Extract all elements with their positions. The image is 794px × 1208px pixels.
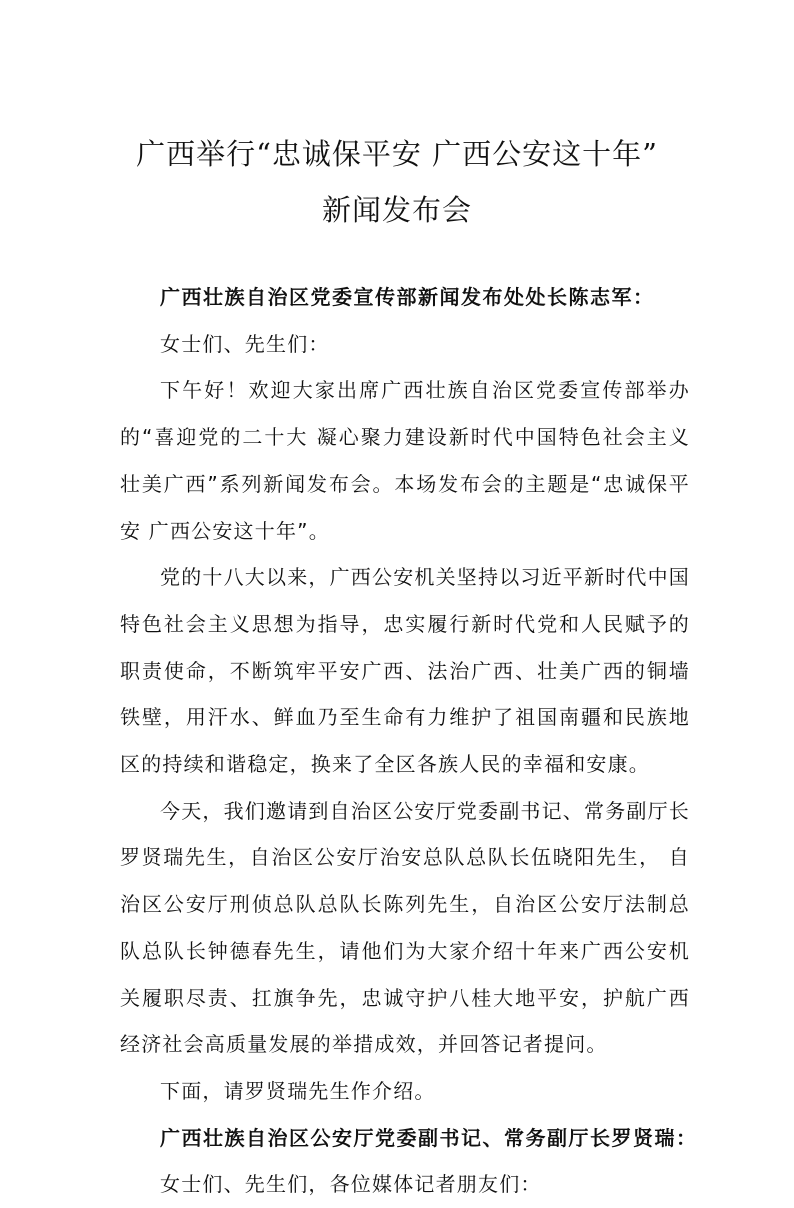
paragraph: 下面，请罗贤瑞先生作介绍。 <box>160 1078 436 1103</box>
document-body <box>120 274 698 1208</box>
speaker-heading: 广西壮族自治区党委宣传部新闻发布处处长陈志军： <box>160 285 655 309</box>
document-title-line-2: 新闻发布会 <box>321 193 472 227</box>
paragraph: 下午好！欢迎大家出席广西壮族自治区党委宣传部举办的“喜迎党的二十大 凝心聚力建设新时代中国特色社会主义壮美广西”系列新闻发布会。本场发布会的主题是“忠诚保平安 广西公安这十年”。 <box>120 378 690 543</box>
speaker-heading: 广西壮族自治区公安厅党委副书记、常务副厅长罗贤瑞： <box>160 1125 698 1150</box>
paragraph: 今天，我们邀请到自治区公安厅党委副书记、常务副厅长罗贤瑞先生，自治区公安厅治安总队总队长伍晓阳先生， 自治区公安厅刑侦总队总队长陈列先生，自治区公安厅法制总队总队长钟德春先生，请他们为大家介绍十年来广西公安机关履职尽责、扛旗争先，忠诚守护八桂大地平安，护航广西经济社会高质量发展的举措成效，并回答记者提问。 <box>120 798 690 1057</box>
paragraph: 女士们、先生们，各位媒体记者朋友们： <box>160 1172 542 1197</box>
paragraph: 女士们、先生们： <box>160 331 330 356</box>
paragraph: 党的十八大以来，广西公安机关坚持以习近平新时代中国特色社会主义思想为指导，忠实履行新时代党和人民赋予的职责使命，不断筑牢平安广西、法治广西、壮美广西的铜墙铁壁，用汗水、鲜血乃至生命有力维护了祖国南疆和民族地区的持续和谐稳定，换来了全区各族人民的幸福和安康。 <box>120 565 690 777</box>
document-title-line-1: 广西举行“忠诚保平安 广西公安这十年” <box>136 137 658 171</box>
